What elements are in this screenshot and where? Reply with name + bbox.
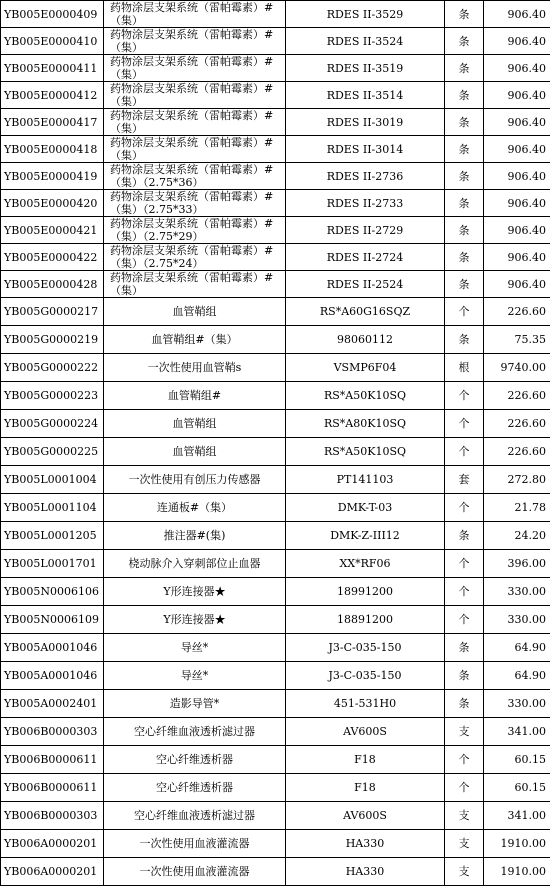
item-spec-cell: RDES II-3519 [286,55,445,82]
item-spec-cell: RS*A50K10SQ [286,438,445,466]
item-unit-cell: 条 [445,271,484,298]
item-price-cell: 272.80 [484,466,550,494]
table-row [1,522,550,550]
item-code-cell: YB006B0000611 [1,746,104,774]
table-row [1,690,550,718]
item-name-cell: 造影导管* [104,690,286,718]
item-spec-cell: AV600S [286,718,445,746]
item-price-cell: 906.40 [484,136,550,163]
item-code-cell: YB005N0006106 [1,578,104,606]
item-code-cell: YB005G0000217 [1,298,104,326]
item-spec-cell: RDES II-3524 [286,28,445,55]
item-unit-cell: 条 [445,28,484,55]
item-code-cell: YB005A0002401 [1,690,104,718]
item-spec-cell: RDES II-3514 [286,82,445,109]
item-code-cell: YB005G0000219 [1,326,104,354]
item-spec-cell: RS*A80K10SQ [286,410,445,438]
item-name-cell: 药物涂层支架系统（雷帕霉素）#（集） [104,136,286,163]
item-unit-cell: 条 [445,326,484,354]
item-name-cell: Y形连接器★ [104,578,286,606]
item-code-cell: YB005L0001701 [1,550,104,578]
item-price-cell: 341.00 [484,802,550,830]
item-unit-cell: 个 [445,382,484,410]
item-unit-cell: 个 [445,774,484,802]
item-unit-cell: 个 [445,550,484,578]
item-price-cell: 64.90 [484,662,550,690]
item-name-cell: 连通板#（集） [104,494,286,522]
table-row [1,163,550,190]
item-price-cell: 396.00 [484,550,550,578]
item-spec-cell: HA330 [286,830,445,858]
item-name-cell: 药物涂层支架系统（雷帕霉素）#（集） [104,82,286,109]
item-price-cell: 330.00 [484,578,550,606]
table-row [1,746,550,774]
item-unit-cell: 条 [445,244,484,271]
item-spec-cell: VSMP6F04 [286,354,445,382]
item-name-cell: 血管鞘组#（集） [104,326,286,354]
item-unit-cell: 个 [445,578,484,606]
item-code-cell: YB005E0000418 [1,136,104,163]
item-code-cell: YB005A0001046 [1,662,104,690]
item-code-cell: YB005L0001004 [1,466,104,494]
item-name-cell: 导丝* [104,662,286,690]
item-unit-cell: 个 [445,494,484,522]
item-price-cell: 906.40 [484,109,550,136]
item-spec-cell: 451-531H0 [286,690,445,718]
table-row [1,662,550,690]
item-price-cell: 906.40 [484,163,550,190]
item-name-cell: 空心纤维透析器 [104,746,286,774]
item-unit-cell: 支 [445,830,484,858]
item-spec-cell: F18 [286,746,445,774]
item-unit-cell: 个 [445,746,484,774]
item-unit-cell: 根 [445,354,484,382]
item-name-cell: 血管鞘组 [104,438,286,466]
item-name-cell: 药物涂层支架系统（雷帕霉素）#（集）（2.75*36） [104,163,286,190]
item-unit-cell: 支 [445,718,484,746]
item-name-cell: 空心纤维血液透析滤过器 [104,718,286,746]
item-price-cell: 906.40 [484,244,550,271]
item-spec-cell: RDES II-3529 [286,1,445,28]
item-unit-cell: 个 [445,298,484,326]
item-price-cell: 906.40 [484,271,550,298]
item-spec-cell: J3-C-035-150 [286,634,445,662]
item-code-cell: YB005E0000412 [1,82,104,109]
item-code-cell: YB005G0000222 [1,354,104,382]
item-price-cell: 60.15 [484,774,550,802]
item-unit-cell: 个 [445,606,484,634]
item-unit-cell: 条 [445,55,484,82]
item-name-cell: 一次性使用有创压力传感器 [104,466,286,494]
item-price-cell: 24.20 [484,522,550,550]
item-unit-cell: 条 [445,163,484,190]
table-row [1,606,550,634]
table-row [1,438,550,466]
item-code-cell: YB005E0000421 [1,217,104,244]
item-name-cell: 空心纤维血液透析滤过器 [104,802,286,830]
item-spec-cell: PT141103 [286,466,445,494]
table-row [1,466,550,494]
item-unit-cell: 个 [445,438,484,466]
item-code-cell: YB006A0000201 [1,858,104,886]
item-unit-cell: 条 [445,109,484,136]
table-row [1,82,550,109]
item-unit-cell: 条 [445,634,484,662]
item-name-cell: 血管鞘组 [104,410,286,438]
item-spec-cell: RDES II-2724 [286,244,445,271]
item-spec-cell: RDES II-3019 [286,109,445,136]
item-code-cell: YB005N0006109 [1,606,104,634]
item-unit-cell: 条 [445,662,484,690]
item-code-cell: YB006B0000303 [1,802,104,830]
item-spec-cell: J3-C-035-150 [286,662,445,690]
table-row [1,494,550,522]
item-name-cell: 推注器#(集) [104,522,286,550]
item-price-cell: 1910.00 [484,830,550,858]
item-code-cell: YB005E0000419 [1,163,104,190]
item-price-cell: 64.90 [484,634,550,662]
item-spec-cell: DMK-Z-III12 [286,522,445,550]
table-row [1,830,550,858]
item-unit-cell: 支 [445,802,484,830]
table-row [1,109,550,136]
table-row [1,382,550,410]
item-unit-cell: 套 [445,466,484,494]
item-spec-cell: 98060112 [286,326,445,354]
item-unit-cell: 条 [445,82,484,109]
table-row [1,55,550,82]
item-spec-cell: AV600S [286,802,445,830]
item-name-cell: 药物涂层支架系统（雷帕霉素）#（集）（2.75*24） [104,244,286,271]
item-price-cell: 906.40 [484,1,550,28]
item-price-cell: 906.40 [484,55,550,82]
item-code-cell: YB005E0000411 [1,55,104,82]
item-price-cell: 21.78 [484,494,550,522]
item-spec-cell: RS*A60G16SQZ [286,298,445,326]
item-code-cell: YB005E0000422 [1,244,104,271]
item-name-cell: 药物涂层支架系统（雷帕霉素）#（集） [104,109,286,136]
item-code-cell: YB005E0000428 [1,271,104,298]
item-name-cell: 一次性使用血液灌流器 [104,858,286,886]
table-row [1,550,550,578]
item-price-cell: 75.35 [484,326,550,354]
table-row [1,410,550,438]
table-row [1,298,550,326]
item-price-cell: 330.00 [484,606,550,634]
table-row [1,578,550,606]
item-code-cell: YB005L0001205 [1,522,104,550]
item-price-cell: 60.15 [484,746,550,774]
item-code-cell: YB006A0000201 [1,830,104,858]
item-spec-cell: 18891200 [286,606,445,634]
item-price-cell: 906.40 [484,28,550,55]
table-row [1,190,550,217]
item-name-cell: 药物涂层支架系统（雷帕霉素）#（集） [104,28,286,55]
item-name-cell: 导丝* [104,634,286,662]
item-price-cell: 1910.00 [484,858,550,886]
item-unit-cell: 条 [445,136,484,163]
item-code-cell: YB006B0000611 [1,774,104,802]
item-price-cell: 9740.00 [484,354,550,382]
price-table-body [1,1,550,886]
item-unit-cell: 条 [445,217,484,244]
item-unit-cell: 条 [445,190,484,217]
item-price-cell: 226.60 [484,438,550,466]
item-name-cell: 血管鞘组 [104,298,286,326]
item-code-cell: YB005G0000223 [1,382,104,410]
item-name-cell: 一次性使用血管鞘s [104,354,286,382]
item-unit-cell: 个 [445,410,484,438]
table-row [1,271,550,298]
item-name-cell: 药物涂层支架系统（雷帕霉素）#（集）（2.75*33） [104,190,286,217]
table-row [1,244,550,271]
table-row [1,802,550,830]
item-code-cell: YB005L0001104 [1,494,104,522]
item-unit-cell: 条 [445,690,484,718]
item-unit-cell: 条 [445,522,484,550]
table-row [1,718,550,746]
item-unit-cell: 条 [445,1,484,28]
item-name-cell: 血管鞘组# [104,382,286,410]
item-spec-cell: RS*A50K10SQ [286,382,445,410]
table-row [1,354,550,382]
item-name-cell: 药物涂层支架系统（雷帕霉素）#（集）（2.75*29） [104,217,286,244]
item-name-cell: 药物涂层支架系统（雷帕霉素）#（集） [104,271,286,298]
item-code-cell: YB005E0000417 [1,109,104,136]
item-spec-cell: DMK-T-03 [286,494,445,522]
item-name-cell: Y形连接器★ [104,606,286,634]
item-name-cell: 药物涂层支架系统（雷帕霉素）#（集） [104,1,286,28]
item-spec-cell: RDES II-2733 [286,190,445,217]
item-code-cell: YB005E0000410 [1,28,104,55]
item-code-cell: YB005G0000225 [1,438,104,466]
item-price-cell: 341.00 [484,718,550,746]
item-spec-cell: RDES II-2729 [286,217,445,244]
item-price-cell: 226.60 [484,410,550,438]
item-spec-cell: RDES II-2736 [286,163,445,190]
item-price-cell: 906.40 [484,82,550,109]
table-row [1,136,550,163]
item-price-cell: 330.00 [484,690,550,718]
table-row [1,28,550,55]
item-name-cell: 一次性使用血液灌流器 [104,830,286,858]
item-code-cell: YB005G0000224 [1,410,104,438]
item-price-cell: 226.60 [484,382,550,410]
item-spec-cell: RDES II-2524 [286,271,445,298]
table-row [1,774,550,802]
table-row [1,1,550,28]
item-price-cell: 226.60 [484,298,550,326]
item-spec-cell: RDES II-3014 [286,136,445,163]
item-code-cell: YB005E0000420 [1,190,104,217]
item-spec-cell: 18991200 [286,578,445,606]
item-name-cell: 药物涂层支架系统（雷帕霉素）#（集） [104,55,286,82]
item-spec-cell: F18 [286,774,445,802]
table-row [1,326,550,354]
item-spec-cell: HA330 [286,858,445,886]
item-unit-cell: 支 [445,858,484,886]
table-row [1,858,550,886]
item-spec-cell: XX*RF06 [286,550,445,578]
table-row [1,217,550,244]
item-code-cell: YB006B0000303 [1,718,104,746]
item-price-cell: 906.40 [484,190,550,217]
item-code-cell: YB005E0000409 [1,1,104,28]
item-price-cell: 906.40 [484,217,550,244]
item-name-cell: 空心纤维透析器 [104,774,286,802]
item-name-cell: 桡动脉介入穿刺部位止血器 [104,550,286,578]
table-row [1,634,550,662]
item-code-cell: YB005A0001046 [1,634,104,662]
